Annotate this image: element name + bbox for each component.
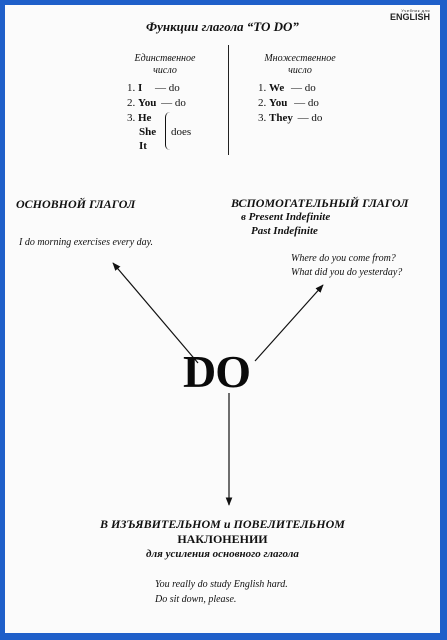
main-verb-heading: ОСНОВНОЙ ГЛАГОЛ — [16, 197, 136, 211]
verb-form: — do — [294, 97, 319, 109]
pronoun: You — [138, 97, 157, 109]
pronoun-it: It — [139, 140, 147, 152]
row-number: 1. — [127, 82, 136, 94]
emphatic-example-1: You really do study English hard. — [155, 579, 288, 590]
logo-subtitle: Учебник для — [401, 8, 430, 13]
verb-form: — do — [161, 97, 186, 109]
auxiliary-example-1: Where do you come from? — [291, 253, 396, 264]
auxiliary-example-2: What did you do yesterday? — [291, 267, 403, 278]
emphatic-heading-1: В ИЗЪЯВИТЕЛЬНОМ и ПОВЕЛИТЕЛЬНОМ — [100, 517, 345, 531]
pronoun: He — [138, 112, 152, 124]
auxiliary-line3: Past Indefinite — [251, 225, 318, 237]
auxiliary-line2: в Present Indefinite — [241, 211, 331, 223]
pronoun: We — [269, 82, 285, 94]
verb-does: does — [171, 126, 192, 138]
arrow-to-auxiliary — [255, 285, 323, 361]
emphatic-example-2: Do sit down, please. — [155, 594, 237, 605]
pronoun: They — [269, 112, 293, 124]
row-number: 1. — [258, 82, 267, 94]
verb-form: — do — [297, 112, 323, 124]
pronoun: I — [138, 82, 143, 94]
singular-header-line2: число — [153, 65, 177, 76]
emphatic-heading-2: НАКЛОНЕНИИ — [177, 532, 268, 546]
auxiliary-heading: ВСПОМОГАТЕЛЬНЫЙ ГЛАГОЛ — [231, 196, 409, 210]
row-number: 3. — [127, 112, 136, 124]
pronoun: You — [269, 97, 288, 109]
pronoun-she: She — [139, 126, 157, 138]
plural-header-line1: Множественное — [264, 53, 336, 64]
emphatic-subheading: для усиления основного глагола — [146, 548, 299, 560]
row-number: 2. — [127, 97, 136, 109]
singular-header-line1: Единственное — [134, 53, 196, 64]
verb-form: — do — [155, 82, 180, 94]
page — [5, 5, 440, 633]
center-do: DO — [183, 346, 250, 397]
plural-header-line2: число — [288, 65, 312, 76]
row-number: 3. — [258, 112, 267, 124]
logo-title: ENGLISH — [389, 12, 430, 22]
page-title: Функции глагола “TO DO” — [146, 19, 299, 34]
main-verb-example: I do morning exercises every day. — [19, 237, 154, 248]
verb-form: — do — [291, 82, 316, 94]
row-number: 2. — [258, 97, 267, 109]
